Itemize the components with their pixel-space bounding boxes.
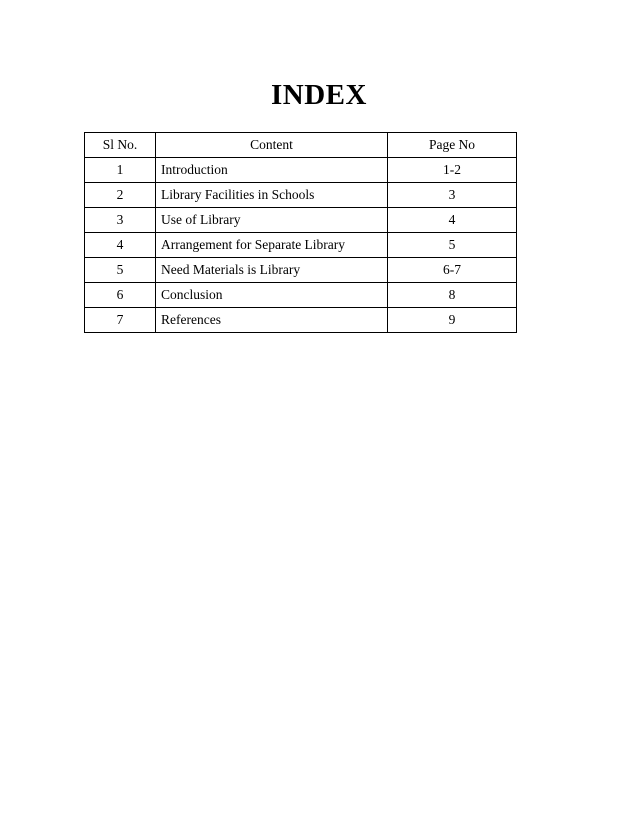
row-content: Arrangement for Separate Library	[156, 233, 388, 258]
index-table	[84, 132, 517, 333]
row-page-no: 4	[388, 208, 517, 233]
header-sl-no: Sl No.	[85, 133, 156, 158]
header-content: Content	[156, 133, 388, 158]
row-content: Need Materials is Library	[156, 258, 388, 283]
row-sl-no: 4	[85, 233, 156, 258]
row-page-no: 9	[388, 308, 517, 333]
row-sl-no: 2	[85, 183, 156, 208]
row-sl-no: 3	[85, 208, 156, 233]
row-content: Introduction	[156, 158, 388, 183]
row-content: References	[156, 308, 388, 333]
table-row	[85, 258, 517, 283]
row-page-no: 3	[388, 183, 517, 208]
table-row	[85, 283, 517, 308]
table-row	[85, 158, 517, 183]
table-header-row	[85, 133, 517, 158]
row-content: Use of Library	[156, 208, 388, 233]
row-sl-no: 7	[85, 308, 156, 333]
row-sl-no: 1	[85, 158, 156, 183]
row-content: Library Facilities in Schools	[156, 183, 388, 208]
row-content: Conclusion	[156, 283, 388, 308]
table-row	[85, 233, 517, 258]
row-page-no: 6-7	[388, 258, 517, 283]
page-title: INDEX	[271, 79, 367, 111]
row-sl-no: 5	[85, 258, 156, 283]
row-page-no: 8	[388, 283, 517, 308]
row-page-no: 1-2	[388, 158, 517, 183]
row-sl-no: 6	[85, 283, 156, 308]
table-row	[85, 308, 517, 333]
table-row	[85, 183, 517, 208]
table-row	[85, 208, 517, 233]
row-page-no: 5	[388, 233, 517, 258]
header-page-no: Page No	[388, 133, 517, 158]
